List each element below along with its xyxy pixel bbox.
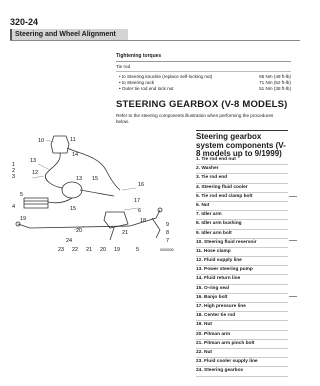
diagram-callout: 15 xyxy=(70,206,77,212)
pressure-line xyxy=(80,190,114,196)
torque-label: • to Steering rack xyxy=(119,80,154,86)
pitman-arm xyxy=(110,228,114,240)
list-item: 2. Washer xyxy=(196,165,288,174)
cooler-shape xyxy=(24,198,48,208)
diagram-callout: 21 xyxy=(122,230,129,236)
diagram-callout: 24 xyxy=(66,238,73,244)
diagram-callout: 21 xyxy=(86,247,93,253)
diagram-callout: 4 xyxy=(12,204,16,210)
list-item: 9. Idler arm bolt xyxy=(196,230,288,239)
list-item: 24. Steering gearbox xyxy=(196,367,288,376)
page-number: 320-24 xyxy=(10,17,39,27)
list-item: 14. Fluid return line xyxy=(196,275,288,284)
list-item: 7. Idler arm xyxy=(196,211,288,220)
edge-mark xyxy=(289,296,297,297)
list-item: 4. Steering fluid cooler xyxy=(196,184,288,193)
list-item: 13. Power steering pump xyxy=(196,266,288,275)
list-item: 11. Hose clamp xyxy=(196,248,288,257)
torque-value: 71 Nm (52 ft-lb) xyxy=(259,80,291,85)
torque-value: 51 Nm (38 ft-lb) xyxy=(259,86,291,91)
diagram-callout: 23 xyxy=(58,247,65,253)
diagram-callout: 19 xyxy=(20,216,27,222)
list-item: 23. Fluid cooler supply line xyxy=(196,358,288,367)
diagram-callout: 3 xyxy=(12,174,16,180)
list-item: 21. Pitman arm pinch bolt xyxy=(196,340,288,349)
torque-table xyxy=(116,53,291,92)
list-item: 22. Nut xyxy=(196,349,288,358)
diagram-callout: 8 xyxy=(166,230,170,236)
list-item: 5. Tie rod end clamp bolt xyxy=(196,193,288,202)
diagram-callout: 9 xyxy=(166,222,170,228)
diagram-callout: 22 xyxy=(72,247,79,253)
diagram-callout: 13 xyxy=(30,158,37,164)
diagram-callout: 14 xyxy=(72,152,79,158)
section-header: Steering and Wheel Alignment xyxy=(10,29,128,40)
torque-row xyxy=(116,86,291,92)
torque-label: • to Steering knuckle (replace self-locking nut) xyxy=(119,74,212,80)
supply-hose xyxy=(45,153,62,188)
torque-heading: Tightening torques xyxy=(116,53,291,62)
diagram-callout: 11 xyxy=(70,137,76,143)
reservoir-shape xyxy=(51,136,69,153)
intro-text: Refer to the steering components illustration when performing the procedures below. xyxy=(116,113,274,124)
diagram-callout: 10 xyxy=(38,138,45,144)
diagram-callout: 2 xyxy=(12,168,16,174)
edge-mark xyxy=(289,240,297,241)
list-item: 8. Idler arm bushing xyxy=(196,220,288,229)
gearbox-shape xyxy=(104,212,128,228)
idler-arm xyxy=(152,218,160,238)
section-divider xyxy=(10,40,300,41)
torque-group-label: Tie rod xyxy=(116,64,291,72)
pump-shape xyxy=(62,182,82,198)
list-item: 6. Nut xyxy=(196,202,288,211)
list-item: 20. Pitman arm xyxy=(196,331,288,340)
list-item: 3. Tie rod end xyxy=(196,174,288,183)
diagram-callout: 5 xyxy=(20,192,24,198)
section-title: STEERING GEARBOX (V-8 MODELS) xyxy=(116,99,288,110)
diagram-callout: 13 xyxy=(76,176,83,182)
list-item: 10. Steering fluid reservoir xyxy=(196,239,288,248)
diagram-callout: 20 xyxy=(76,228,83,234)
torque-label: • Outer tie rod end lock nut xyxy=(119,86,173,92)
list-item: 1. Tie rod end nut xyxy=(196,156,288,165)
list-item: 16. Banjo bolt xyxy=(196,294,288,303)
list-item: 18. Center tie rod xyxy=(196,312,288,321)
list-item: 17. High pressure line xyxy=(196,303,288,312)
diagram-callout: 20 xyxy=(100,247,107,253)
diagram-callout: 7 xyxy=(166,238,170,244)
diagram-callout: 18 xyxy=(140,218,147,224)
steering-components-diagram xyxy=(10,130,190,253)
diagram-callout: 15 xyxy=(92,176,99,182)
diagram-callout: 1 xyxy=(12,162,16,168)
list-item: 19. Nut xyxy=(196,321,288,330)
edge-mark xyxy=(289,196,297,197)
diagram-callout: 19 xyxy=(114,247,121,253)
ball-joint xyxy=(16,222,20,226)
legend-title: Steering gearbox system components (V-8 models up to 9/1999) xyxy=(196,130,288,159)
diagram-callout: 12 xyxy=(32,170,39,176)
list-item: 12. Fluid supply line xyxy=(196,257,288,266)
list-item: 15. O-ring seal xyxy=(196,285,288,294)
cooler-line xyxy=(48,198,72,203)
diagram-callout: 16 xyxy=(138,182,145,188)
torque-value: 65 Nm (48 ft-lb) xyxy=(259,74,291,79)
parts-list xyxy=(196,156,288,377)
diagram-callout: 5 xyxy=(136,247,140,253)
diagram-callout: 17 xyxy=(134,198,141,204)
diagram-code: 0000000 xyxy=(160,248,174,252)
diagram-callout: 6 xyxy=(138,208,142,214)
